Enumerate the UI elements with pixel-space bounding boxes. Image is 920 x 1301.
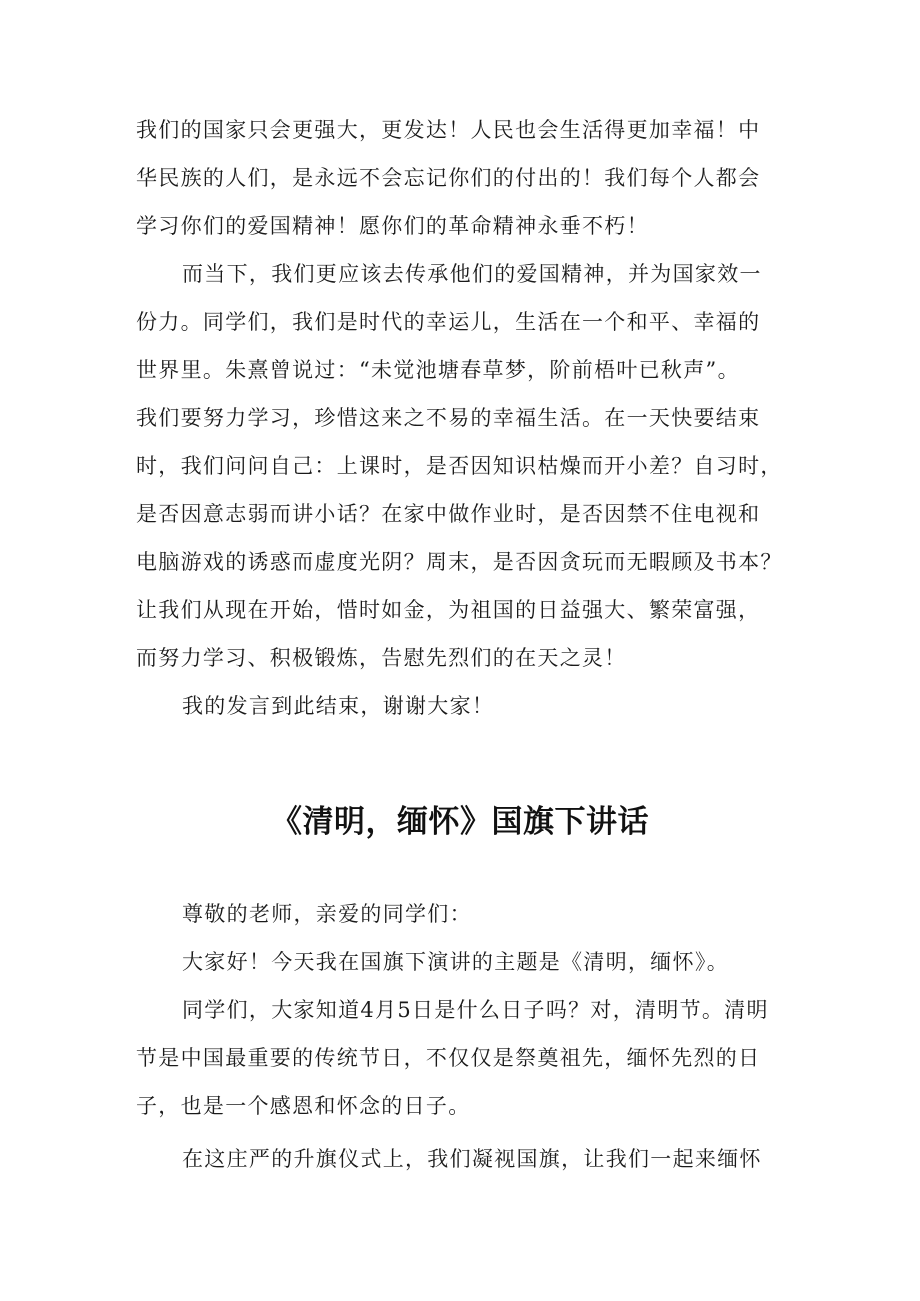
paragraph-line: 时，我们问问自己：上课时，是否因知识枯燥而开小差？自习时，	[136, 454, 783, 478]
paragraph-line: 大家好！今天我在国旗下演讲的主题是《清明，缅怀》。	[182, 950, 729, 974]
speech-title: 《清明，缅怀》国旗下讲话	[271, 804, 649, 840]
paragraph-line: 而当下，我们更应该去传承他们的爱国精神，并为国家效一	[182, 262, 762, 286]
paragraph-line: 世界里。朱熹曾说过：“未觉池塘春草梦，阶前梧叶已秋声”。	[136, 358, 740, 382]
paragraph-line: 而努力学习、积极锻炼，告慰先烈们的在天之灵！	[136, 646, 627, 670]
greeting-line: 尊敬的老师，亲爱的同学们：	[182, 902, 472, 926]
paragraph-line: 子，也是一个感恩和怀念的日子。	[136, 1094, 471, 1118]
closing-line: 我的发言到此结束，谢谢大家！	[182, 694, 495, 718]
paragraph-line: 学习你们的爱国精神！愿你们的革命精神永垂不朽！	[136, 214, 649, 238]
paragraph-line: 我们要努力学习，珍惜这来之不易的幸福生活。在一天快要结束	[136, 406, 761, 430]
paragraph-line: 同学们，大家知道4月5日是什么日子吗？对，清明节。清明	[182, 998, 769, 1022]
paragraph-line: 在这庄严的升旗仪式上，我们凝视国旗，让我们一起来缅怀	[182, 1147, 762, 1171]
paragraph-line: 节是中国最重要的传统节日，不仅仅是祭奠祖先，缅怀先烈的日	[136, 1046, 761, 1070]
paragraph-line: 是否因意志弱而讲小话？在家中做作业时，是否因禁不住电视和	[136, 502, 761, 526]
paragraph-line: 我们的国家只会更强大，更发达！人民也会生活得更加幸福！中	[136, 118, 761, 142]
paragraph-line: 华民族的人们，是永远不会忘记你们的付出的！我们每个人都会	[136, 166, 761, 190]
paragraph-line: 电脑游戏的诱惑而虚度光阴？周末，是否因贪玩而无暇顾及书本？	[136, 550, 783, 574]
paragraph-line: 让我们从现在开始，惜时如金，为祖国的日益强大、繁荣富强，	[136, 598, 761, 622]
paragraph-line: 份力。同学们，我们是时代的幸运儿，生活在一个和平、幸福的	[136, 310, 761, 334]
